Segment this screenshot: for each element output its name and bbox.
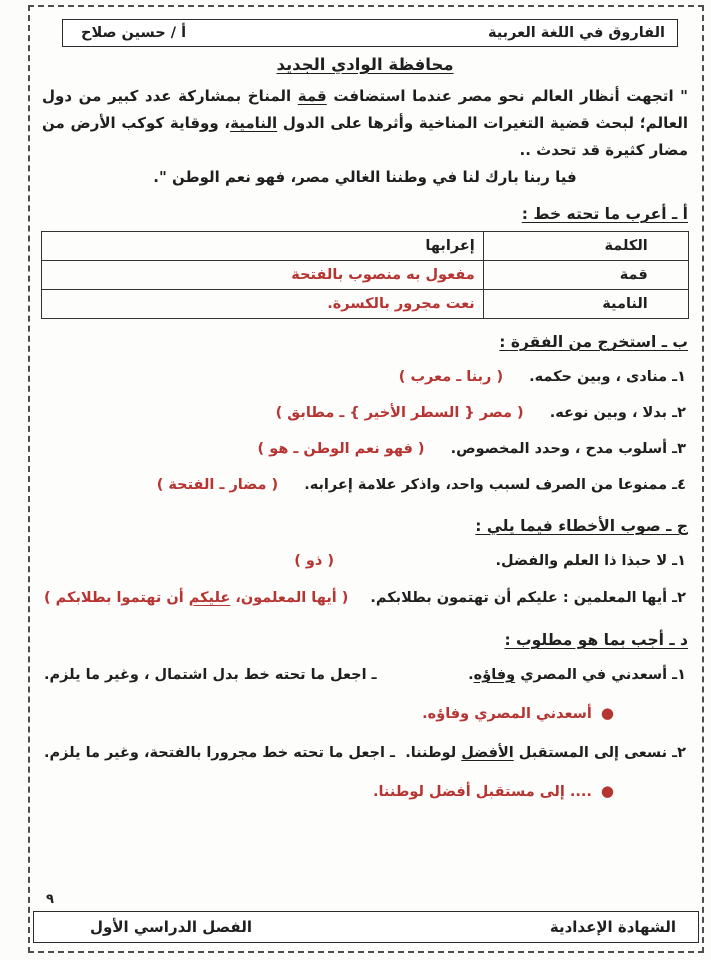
footer-bar — [33, 911, 699, 943]
header-series-title: الفاروق في اللغة العربية — [487, 25, 665, 41]
table-header-row — [42, 232, 688, 261]
column-header-parse: إعرابها — [42, 232, 483, 261]
intro-paragraph-last-line: فيا ربنا بارك لنا في وطننا الغالي مصر، فهو نعم الوطن ". — [153, 168, 577, 186]
instruction-text: ـ اجعل ما تحته خط بدل اشتمال ، وغير ما يلزم. — [44, 667, 377, 683]
page-number: ٩ — [46, 892, 54, 907]
instruction-text: ـ اجعل ما تحته خط مجرورا بالفتحة، وغير ما يلزم. — [44, 745, 395, 761]
question-text — [468, 657, 686, 694]
question-text: لوطننا. — [405, 745, 462, 761]
page-title: محافظة الوادي الجديد — [276, 55, 454, 74]
answer-text: ( ربنا ـ معرب ) — [398, 369, 504, 385]
question-text: ١ـ منادى ، وبين حكمه. — [529, 369, 686, 385]
list-item — [44, 395, 686, 431]
header-bar — [62, 19, 678, 47]
section-c-heading: ج ـ صوب الأخطاء فيما يلي : — [475, 517, 688, 535]
list-item — [44, 580, 686, 617]
paragraph-text: " اتجهت أنظار العالم نحو مصر عندما استضافت — [326, 87, 688, 105]
column-header-word: الكلمة — [483, 232, 688, 261]
bullet-icon: ● — [600, 704, 614, 722]
list-item — [44, 467, 686, 503]
question-text: . — [468, 667, 474, 683]
underlined-question-word: الأفضل — [461, 745, 514, 761]
underlined-question-word: وفاؤه — [473, 667, 516, 683]
question-text: ١ـ أسعدني في المصري — [515, 667, 686, 683]
question-text: ٣ـ أسلوب مدح ، وحدد المخصوص. — [450, 441, 686, 457]
parsing-table — [41, 231, 688, 319]
word-cell: قمة — [483, 261, 688, 290]
answer-text: .... إلى مستقبل أفضل لوطننا. — [372, 784, 592, 800]
table-row — [42, 261, 688, 290]
answer-text: أسعدني المصري وفاؤه. — [422, 706, 592, 722]
answer-text: ( أيها المعلمون، — [230, 590, 349, 606]
answer-text: ( فهو نعم الوطن ـ هو ) — [257, 441, 425, 457]
worksheet-page — [28, 5, 704, 953]
list-item — [44, 657, 686, 694]
paragraph-text: ، ووقاية كوكب الأرض من مضار كثيرة قد تحدث .. — [42, 114, 688, 159]
bullet-answer — [38, 701, 614, 726]
footer-semester-label: الفصل الدراسي الأول — [90, 918, 252, 936]
footer-certificate-label: الشهادة الإعدادية — [549, 918, 676, 936]
answer-text: ( مصر { السطر الأخير } ـ مطابق ) — [275, 405, 524, 421]
table-row — [42, 290, 688, 319]
parse-cell: مفعول به منصوب بالفتحة — [42, 261, 483, 290]
question-text — [405, 735, 686, 772]
list-item — [44, 359, 686, 395]
page-content — [30, 7, 702, 951]
question-text: ٢ـ أيها المعلمين : عليكم أن تهتمون بطلابكم. — [370, 590, 686, 606]
answer-text — [44, 580, 348, 617]
underlined-word-namiya: النامية — [230, 114, 278, 132]
word-cell: النامية — [483, 290, 688, 319]
section-b-heading: ب ـ استخرج من الفقرة : — [499, 333, 688, 351]
answer-text: أن تهتموا بطلابكم ) — [44, 590, 189, 606]
question-text: ٢ـ نسعى إلى المستقبل — [513, 745, 686, 761]
bullet-icon: ● — [600, 782, 614, 800]
section-a-heading: أ ـ أعرب ما تحته خط : — [521, 205, 688, 223]
list-item — [44, 543, 686, 580]
question-text: ٢ـ بدلا ، وبين نوعه. — [549, 405, 686, 421]
section-d-heading: د ـ أجب بما هو مطلوب : — [504, 631, 688, 649]
header-teacher-name: أ / حسين صلاح — [81, 25, 187, 41]
paragraph-text: المناخ بمشاركة عدد كبير من دول العالم؛ لبحث قضية التغيرات المناخية وأثرها على الدول — [42, 87, 688, 132]
answer-text: ( مضار ـ الفتحة ) — [156, 477, 279, 493]
parse-cell: نعت مجرور بالكسرة. — [42, 290, 483, 319]
underlined-answer-word: عليكم — [188, 590, 231, 606]
question-text: ١ـ لا حبذا ذا العلم والفضل. — [495, 553, 686, 569]
bullet-answer — [38, 779, 614, 804]
intro-paragraph — [42, 83, 688, 164]
list-item — [44, 735, 686, 772]
question-text: ٤ـ ممنوعا من الصرف لسبب واحد، واذكر علامة إعرابه. — [304, 477, 686, 493]
answer-text: ( ذو ) — [294, 553, 334, 569]
underlined-word-qimma: قمة — [297, 87, 327, 105]
list-item — [44, 431, 686, 467]
